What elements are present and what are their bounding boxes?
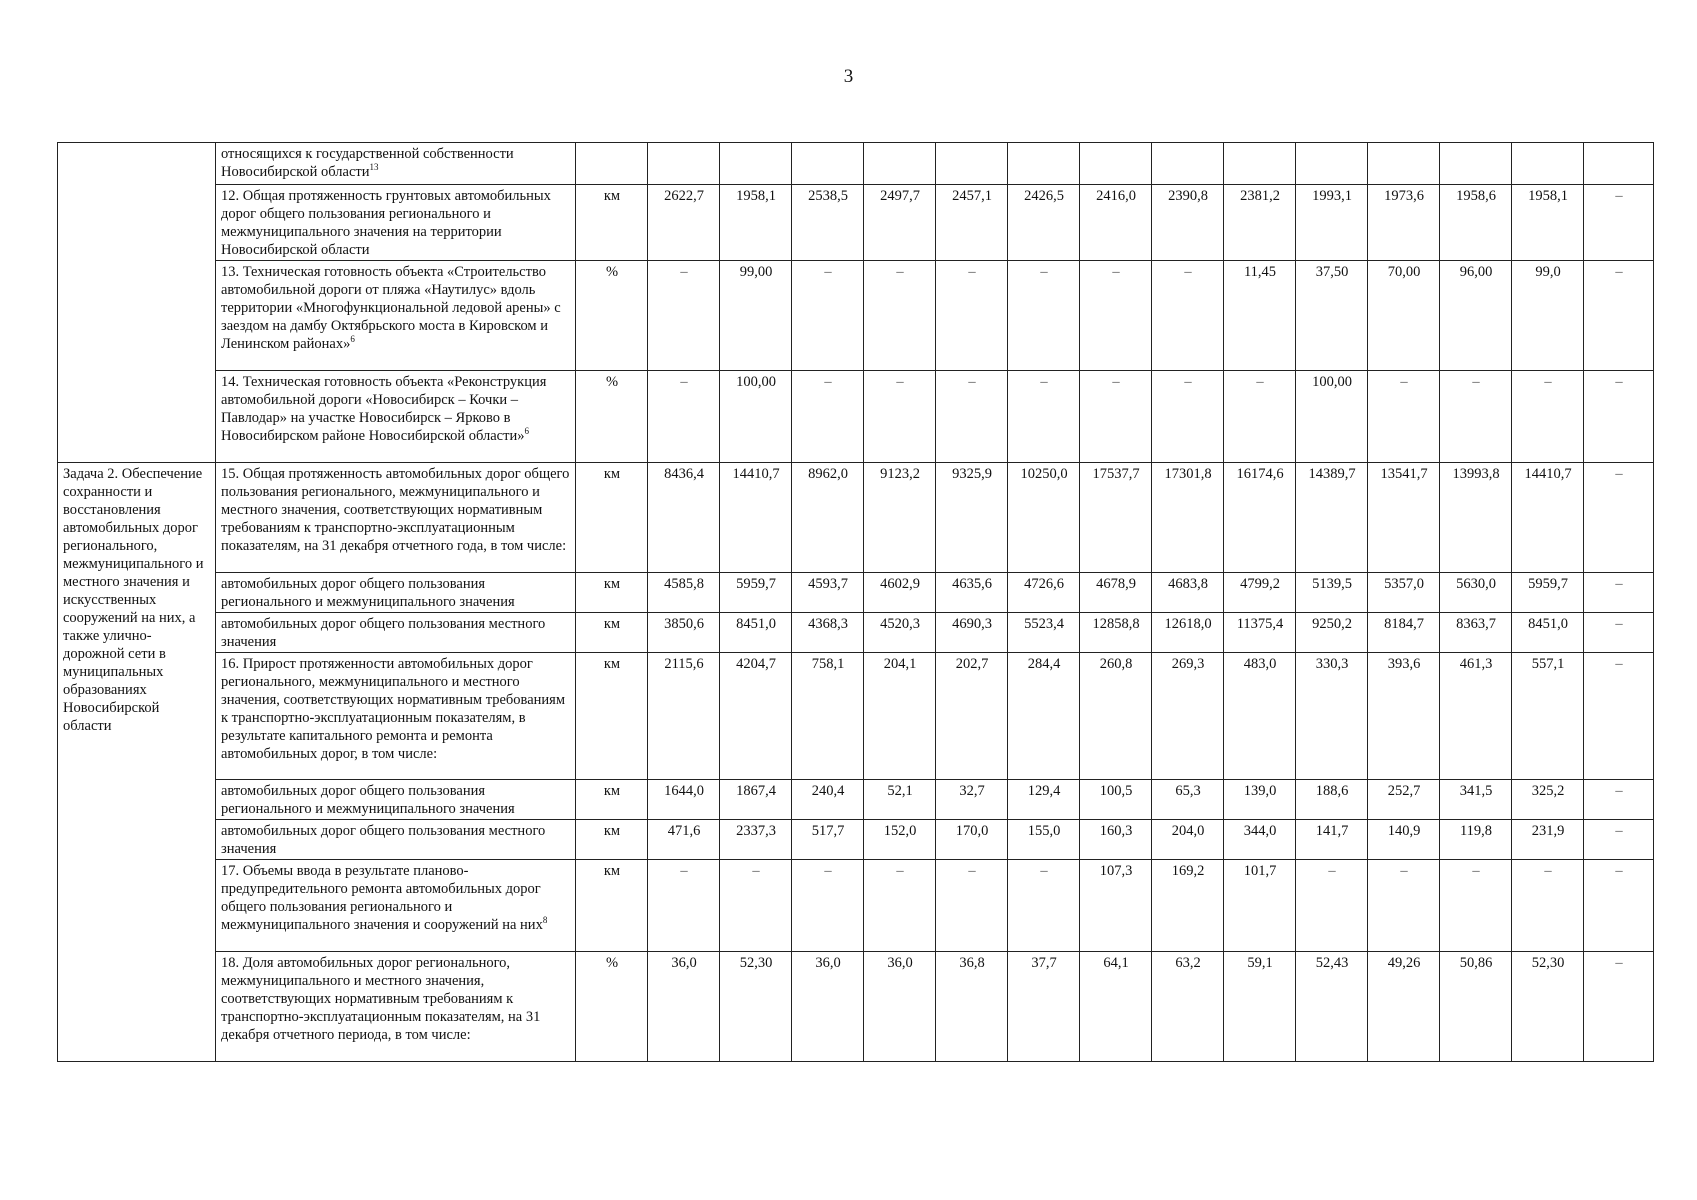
- value-cell: 252,7: [1368, 780, 1440, 820]
- value-cell: 52,30: [720, 952, 792, 1062]
- footnote-marker: 13: [369, 162, 379, 173]
- value-cell: –: [1368, 860, 1440, 952]
- indicator-name-cell: [216, 613, 576, 653]
- unit-cell: км: [576, 653, 648, 780]
- table-row: [58, 573, 1654, 613]
- value-cell: [1584, 143, 1654, 185]
- value-cell: 1867,4: [720, 780, 792, 820]
- table-row: [58, 463, 1654, 573]
- indicator-name-cell: [216, 780, 576, 820]
- value-cell: 758,1: [792, 653, 864, 780]
- indicators-table: [57, 142, 1654, 1062]
- value-cell: 517,7: [792, 820, 864, 860]
- value-cell: 37,50: [1296, 261, 1368, 371]
- value-cell: –: [864, 371, 936, 463]
- value-cell: 4726,6: [1008, 573, 1080, 613]
- value-cell: –: [1584, 820, 1654, 860]
- value-cell: 325,2: [1512, 780, 1584, 820]
- value-cell: 17537,7: [1080, 463, 1152, 573]
- value-cell: 14410,7: [720, 463, 792, 573]
- indicator-name: 15. Общая протяженность автомобильных дорог общего пользования регионального, межмуниципального и местного значения, соответствующих нормативным требованиям к транспортно-эксплуатационным показателям, на 31 декабря отчетного года, в том числе:: [221, 466, 570, 554]
- value-cell: 204,1: [864, 653, 936, 780]
- indicator-name-cell: [216, 463, 576, 573]
- value-cell: 471,6: [648, 820, 720, 860]
- value-cell: 9325,9: [936, 463, 1008, 573]
- indicator-name-cell: [216, 653, 576, 780]
- value-cell: 9250,2: [1296, 613, 1368, 653]
- value-cell: 5959,7: [720, 573, 792, 613]
- value-cell: –: [1152, 371, 1224, 463]
- footnote-marker: 6: [524, 426, 529, 437]
- value-cell: 1644,0: [648, 780, 720, 820]
- task-cell: [58, 143, 216, 463]
- value-cell: –: [1296, 860, 1368, 952]
- value-cell: 8436,4: [648, 463, 720, 573]
- value-cell: 231,9: [1512, 820, 1584, 860]
- footnote-marker: 8: [542, 915, 548, 926]
- value-cell: 3850,6: [648, 613, 720, 653]
- value-cell: 100,00: [720, 371, 792, 463]
- value-cell: 52,1: [864, 780, 936, 820]
- table-row: [58, 780, 1654, 820]
- indicator-name-cell: [216, 860, 576, 952]
- value-cell: 2381,2: [1224, 185, 1296, 261]
- indicator-name-cell: [216, 143, 576, 185]
- value-cell: 36,0: [648, 952, 720, 1062]
- value-cell: –: [792, 371, 864, 463]
- value-cell: 12618,0: [1152, 613, 1224, 653]
- value-cell: 1958,1: [720, 185, 792, 261]
- value-cell: 70,00: [1368, 261, 1440, 371]
- indicator-name: 16. Прирост протяженности автомобильных дорог регионального, межмуниципального и местного значения, соответствующих нормативным требованиям к транспортно-эксплуатационным показателям, в результате капитального ремонта и ремонта автомобильных дорог, в том числе:: [221, 656, 566, 762]
- value-cell: 100,5: [1080, 780, 1152, 820]
- value-cell: 36,0: [864, 952, 936, 1062]
- value-cell: [792, 143, 864, 185]
- value-cell: –: [1152, 261, 1224, 371]
- unit-cell: %: [576, 952, 648, 1062]
- table-row: [58, 261, 1654, 371]
- unit-cell: %: [576, 371, 648, 463]
- indicator-name: автомобильных дорог общего пользования местного значения: [221, 823, 546, 857]
- indicator-name: 14. Техническая готовность объекта «Реконструкция автомобильной дороги «Новосибирск – Кочки – Павлодар» на участке Новосибирск – Ярково в Новосибирском районе Новосибирской области»: [221, 374, 547, 444]
- value-cell: 11375,4: [1224, 613, 1296, 653]
- value-cell: 64,1: [1080, 952, 1152, 1062]
- value-cell: 4593,7: [792, 573, 864, 613]
- value-cell: [1512, 143, 1584, 185]
- value-cell: –: [1368, 371, 1440, 463]
- value-cell: 5630,0: [1440, 573, 1512, 613]
- indicator-name-cell: [216, 573, 576, 613]
- unit-cell: км: [576, 820, 648, 860]
- unit-cell: км: [576, 185, 648, 261]
- value-cell: [1224, 143, 1296, 185]
- unit-cell: км: [576, 613, 648, 653]
- table-row: [58, 613, 1654, 653]
- value-cell: 169,2: [1152, 860, 1224, 952]
- value-cell: 2426,5: [1008, 185, 1080, 261]
- value-cell: 96,00: [1440, 261, 1512, 371]
- value-cell: 4678,9: [1080, 573, 1152, 613]
- value-cell: 50,86: [1440, 952, 1512, 1062]
- value-cell: 140,9: [1368, 820, 1440, 860]
- value-cell: –: [1584, 952, 1654, 1062]
- indicator-name-cell: [216, 952, 576, 1062]
- value-cell: 139,0: [1224, 780, 1296, 820]
- value-cell: 461,3: [1440, 653, 1512, 780]
- value-cell: 8451,0: [1512, 613, 1584, 653]
- value-cell: 5139,5: [1296, 573, 1368, 613]
- value-cell: –: [1584, 860, 1654, 952]
- indicator-name: 13. Техническая готовность объекта «Строительство автомобильной дороги от пляжа «Наутилус» вдоль территории «Многофункциональной ледовой арены» с заездом на дамбу Октябрьского моста в Кировском и Ленинском районах»: [221, 264, 561, 352]
- value-cell: 204,0: [1152, 820, 1224, 860]
- value-cell: [1368, 143, 1440, 185]
- value-cell: 99,0: [1512, 261, 1584, 371]
- indicator-name: автомобильных дорог общего пользования местного значения: [221, 616, 546, 650]
- value-cell: –: [648, 261, 720, 371]
- value-cell: 65,3: [1152, 780, 1224, 820]
- value-cell: 59,1: [1224, 952, 1296, 1062]
- value-cell: 170,0: [936, 820, 1008, 860]
- value-cell: [1152, 143, 1224, 185]
- value-cell: 5357,0: [1368, 573, 1440, 613]
- value-cell: 1973,6: [1368, 185, 1440, 261]
- value-cell: –: [792, 261, 864, 371]
- value-cell: 63,2: [1152, 952, 1224, 1062]
- value-cell: –: [1584, 573, 1654, 613]
- value-cell: 2538,5: [792, 185, 864, 261]
- value-cell: –: [1440, 371, 1512, 463]
- value-cell: 1958,1: [1512, 185, 1584, 261]
- value-cell: 284,4: [1008, 653, 1080, 780]
- indicator-name-cell: [216, 371, 576, 463]
- value-cell: 8184,7: [1368, 613, 1440, 653]
- value-cell: 141,7: [1296, 820, 1368, 860]
- value-cell: [720, 143, 792, 185]
- value-cell: 483,0: [1224, 653, 1296, 780]
- value-cell: 557,1: [1512, 653, 1584, 780]
- value-cell: 2115,6: [648, 653, 720, 780]
- value-cell: –: [1584, 371, 1654, 463]
- value-cell: [864, 143, 936, 185]
- value-cell: 344,0: [1224, 820, 1296, 860]
- value-cell: 2622,7: [648, 185, 720, 261]
- value-cell: 2416,0: [1080, 185, 1152, 261]
- value-cell: 37,7: [1008, 952, 1080, 1062]
- unit-cell: км: [576, 463, 648, 573]
- indicator-name: автомобильных дорог общего пользования регионального и межмуниципального значения: [221, 783, 515, 817]
- unit-cell: км: [576, 780, 648, 820]
- value-cell: 101,7: [1224, 860, 1296, 952]
- value-cell: 341,5: [1440, 780, 1512, 820]
- task-cell: Задача 2. Обеспечение сохранности и восстановления автомобильных дорог регионального, межмуниципального и местного значения и искусственных сооружений на них, а также улично-дорожной сети в муниципальных образованиях Новосибирской области: [58, 463, 216, 1062]
- table-row: [58, 143, 1654, 185]
- value-cell: 11,45: [1224, 261, 1296, 371]
- value-cell: 155,0: [1008, 820, 1080, 860]
- value-cell: 2390,8: [1152, 185, 1224, 261]
- value-cell: 2497,7: [864, 185, 936, 261]
- value-cell: –: [1584, 780, 1654, 820]
- value-cell: –: [1584, 613, 1654, 653]
- value-cell: [1296, 143, 1368, 185]
- indicator-name: автомобильных дорог общего пользования регионального и межмуниципального значения: [221, 576, 515, 610]
- value-cell: –: [1584, 653, 1654, 780]
- value-cell: –: [864, 860, 936, 952]
- value-cell: 17301,8: [1152, 463, 1224, 573]
- value-cell: –: [936, 261, 1008, 371]
- value-cell: 52,43: [1296, 952, 1368, 1062]
- indicator-name: относящихся к государственной собственности Новосибирской области: [221, 146, 514, 180]
- value-cell: 4204,7: [720, 653, 792, 780]
- value-cell: 4683,8: [1152, 573, 1224, 613]
- value-cell: –: [936, 860, 1008, 952]
- value-cell: 13993,8: [1440, 463, 1512, 573]
- value-cell: –: [1584, 261, 1654, 371]
- value-cell: 2337,3: [720, 820, 792, 860]
- value-cell: –: [936, 371, 1008, 463]
- value-cell: –: [720, 860, 792, 952]
- value-cell: 52,30: [1512, 952, 1584, 1062]
- table-row: [58, 653, 1654, 780]
- indicator-name-cell: [216, 185, 576, 261]
- value-cell: 49,26: [1368, 952, 1440, 1062]
- value-cell: –: [1584, 185, 1654, 261]
- value-cell: 4690,3: [936, 613, 1008, 653]
- value-cell: 119,8: [1440, 820, 1512, 860]
- value-cell: [1440, 143, 1512, 185]
- indicator-name: 17. Объемы ввода в результате планово-предупредительного ремонта автомобильных дорог общего пользования регионального и межмуниципального значения и сооружений на них: [221, 863, 543, 933]
- indicator-name: 12. Общая протяженность грунтовых автомобильных дорог общего пользования регионального и межмуниципального значения на территории Новосибирской области: [221, 188, 551, 258]
- value-cell: –: [1512, 371, 1584, 463]
- value-cell: 12858,8: [1080, 613, 1152, 653]
- value-cell: –: [1080, 261, 1152, 371]
- value-cell: 393,6: [1368, 653, 1440, 780]
- value-cell: –: [1224, 371, 1296, 463]
- value-cell: 32,7: [936, 780, 1008, 820]
- value-cell: 188,6: [1296, 780, 1368, 820]
- value-cell: 5523,4: [1008, 613, 1080, 653]
- value-cell: 100,00: [1296, 371, 1368, 463]
- value-cell: 16174,6: [1224, 463, 1296, 573]
- table-row: [58, 952, 1654, 1062]
- value-cell: 4520,3: [864, 613, 936, 653]
- value-cell: 5959,7: [1512, 573, 1584, 613]
- value-cell: 107,3: [1080, 860, 1152, 952]
- value-cell: 1993,1: [1296, 185, 1368, 261]
- indicator-name-cell: [216, 820, 576, 860]
- value-cell: –: [648, 860, 720, 952]
- value-cell: –: [1440, 860, 1512, 952]
- value-cell: –: [648, 371, 720, 463]
- value-cell: [648, 143, 720, 185]
- value-cell: –: [1008, 371, 1080, 463]
- value-cell: 269,3: [1152, 653, 1224, 780]
- value-cell: 1958,6: [1440, 185, 1512, 261]
- unit-cell: км: [576, 860, 648, 952]
- value-cell: 14410,7: [1512, 463, 1584, 573]
- value-cell: 14389,7: [1296, 463, 1368, 573]
- value-cell: –: [1512, 860, 1584, 952]
- value-cell: 36,8: [936, 952, 1008, 1062]
- value-cell: [1080, 143, 1152, 185]
- value-cell: 160,3: [1080, 820, 1152, 860]
- value-cell: 202,7: [936, 653, 1008, 780]
- page-number: 3: [843, 66, 854, 87]
- value-cell: –: [1008, 860, 1080, 952]
- value-cell: –: [864, 261, 936, 371]
- value-cell: 4368,3: [792, 613, 864, 653]
- value-cell: –: [1584, 463, 1654, 573]
- value-cell: –: [1008, 261, 1080, 371]
- value-cell: [1008, 143, 1080, 185]
- value-cell: 36,0: [792, 952, 864, 1062]
- value-cell: [936, 143, 1008, 185]
- value-cell: 99,00: [720, 261, 792, 371]
- value-cell: 9123,2: [864, 463, 936, 573]
- value-cell: 4602,9: [864, 573, 936, 613]
- value-cell: 4585,8: [648, 573, 720, 613]
- indicator-name-cell: [216, 261, 576, 371]
- value-cell: 129,4: [1008, 780, 1080, 820]
- value-cell: 8363,7: [1440, 613, 1512, 653]
- indicator-name: 18. Доля автомобильных дорог регионального, межмуниципального и местного значения, соответствующих нормативным требованиям к транспортно-эксплуатационным показателям, на 31 декабря отчетного периода, в том числе:: [221, 955, 541, 1043]
- value-cell: 330,3: [1296, 653, 1368, 780]
- value-cell: 8962,0: [792, 463, 864, 573]
- value-cell: –: [792, 860, 864, 952]
- table-row: [58, 371, 1654, 463]
- value-cell: 10250,0: [1008, 463, 1080, 573]
- unit-cell: км: [576, 573, 648, 613]
- value-cell: 4635,6: [936, 573, 1008, 613]
- table-row: [58, 185, 1654, 261]
- footnote-marker: 6: [350, 334, 355, 345]
- value-cell: 8451,0: [720, 613, 792, 653]
- value-cell: 152,0: [864, 820, 936, 860]
- value-cell: 13541,7: [1368, 463, 1440, 573]
- unit-cell: [576, 143, 648, 185]
- value-cell: 260,8: [1080, 653, 1152, 780]
- value-cell: 240,4: [792, 780, 864, 820]
- unit-cell: %: [576, 261, 648, 371]
- value-cell: 2457,1: [936, 185, 1008, 261]
- table-row: [58, 860, 1654, 952]
- value-cell: 4799,2: [1224, 573, 1296, 613]
- value-cell: –: [1080, 371, 1152, 463]
- table-row: [58, 820, 1654, 860]
